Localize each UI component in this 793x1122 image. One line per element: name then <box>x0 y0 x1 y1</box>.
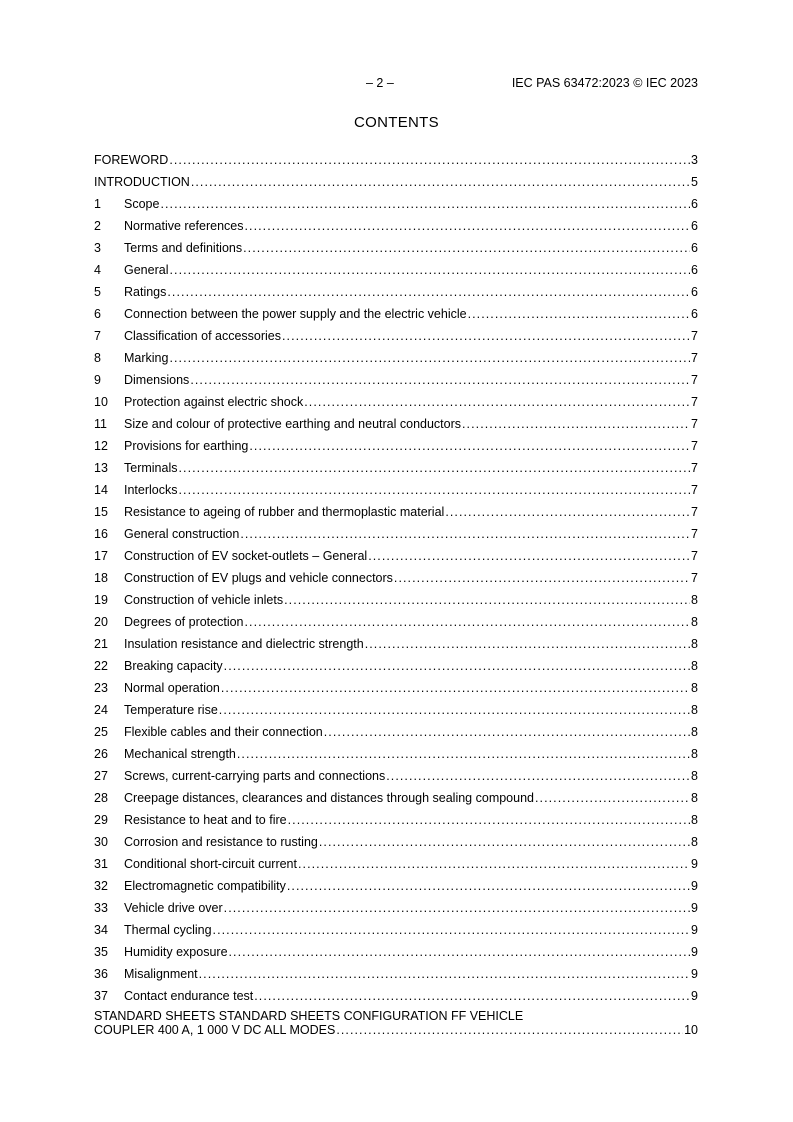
toc-leader-dots <box>462 417 690 431</box>
toc-page-number: 7 <box>691 351 698 365</box>
toc-leader-dots <box>167 285 690 299</box>
toc-link[interactable] <box>94 791 698 805</box>
toc-link[interactable] <box>94 285 698 299</box>
toc-entry <box>94 255 698 277</box>
toc-section-title: Provisions for earthing <box>124 439 249 453</box>
toc-section-number: 27 <box>94 769 108 783</box>
toc-leader-dots <box>298 857 690 871</box>
page-number: – 2 – <box>366 76 394 90</box>
toc-leader-dots <box>319 835 690 849</box>
toc-section-number: 37 <box>94 989 108 1003</box>
toc-leader-dots <box>224 659 690 673</box>
toc-link[interactable] <box>94 615 698 629</box>
toc-entry <box>94 849 698 871</box>
toc-entry-standard-sheets[interactable] <box>94 1003 698 1041</box>
toc-leader-dots <box>468 307 690 321</box>
toc-leader-dots <box>219 703 690 717</box>
toc-section-title: Classification of accessories <box>124 329 282 343</box>
toc-entry <box>94 607 698 629</box>
toc-leader-dots <box>243 241 690 255</box>
toc-section-title: Construction of EV socket-outlets – General <box>124 549 368 563</box>
toc-section-number: 2 <box>94 219 101 233</box>
toc-entry <box>94 959 698 981</box>
toc-leader-dots <box>394 571 690 585</box>
toc-entry <box>94 937 698 959</box>
toc-leader-dots <box>169 153 690 167</box>
toc-section-title: Dimensions <box>124 373 190 387</box>
toc-section-number: 14 <box>94 483 108 497</box>
toc-page-number: 3 <box>691 153 698 167</box>
toc-title-continuation <box>94 1023 698 1037</box>
toc-link[interactable] <box>94 307 698 321</box>
toc-section-title: Terminals <box>124 461 178 475</box>
toc-section-number: 20 <box>94 615 108 629</box>
toc-page-number: 7 <box>691 439 698 453</box>
toc-section-number: 19 <box>94 593 108 607</box>
toc-section-title: Contact endurance test <box>124 989 254 1003</box>
toc-leader-dots <box>199 967 690 981</box>
toc-entry <box>94 321 698 343</box>
toc-link[interactable] <box>94 923 698 937</box>
toc-section-number: 16 <box>94 527 108 541</box>
toc-section-number: 22 <box>94 659 108 673</box>
toc-page-number: 7 <box>691 505 698 519</box>
toc-section-number: 11 <box>94 417 107 431</box>
toc-link[interactable] <box>94 857 698 871</box>
toc-section-title: STANDARD SHEETS STANDARD SHEETS CONFIGURATION FF VEHICLE <box>94 1009 524 1023</box>
toc-page-number: 6 <box>691 219 698 233</box>
toc-section-number: 23 <box>94 681 108 695</box>
toc-section-number: 1 <box>94 197 101 211</box>
toc-section-number: 8 <box>94 351 101 365</box>
toc-section-number: 25 <box>94 725 108 739</box>
toc-link[interactable] <box>94 527 698 541</box>
toc-section-title-line2: COUPLER 400 A, 1 000 V DC ALL MODES <box>94 1023 336 1037</box>
toc-section-title: Construction of EV plugs and vehicle connectors <box>124 571 393 585</box>
toc-section-title: Electromagnetic compatibility <box>124 879 286 893</box>
toc-entry <box>94 343 698 365</box>
toc-entry <box>94 497 698 519</box>
toc-page-number: 9 <box>691 923 698 937</box>
toc-section-title: Ratings <box>124 285 167 299</box>
toc-page-number: 7 <box>691 373 698 387</box>
toc-page-number: 6 <box>691 285 698 299</box>
toc-entry <box>94 827 698 849</box>
toc-link[interactable] <box>94 901 698 915</box>
page-title: CONTENTS <box>354 114 439 131</box>
toc-leader-dots <box>229 945 691 959</box>
toc-link[interactable] <box>94 725 698 739</box>
toc-leader-dots <box>169 351 690 365</box>
toc-leader-dots <box>282 329 690 343</box>
toc-section-title: Flexible cables and their connection <box>124 725 323 739</box>
toc-page-number: 8 <box>691 593 698 607</box>
toc-link[interactable] <box>94 241 698 255</box>
toc-section-title: General <box>124 263 169 277</box>
toc-section-title: Screws, current-carrying parts and connections <box>124 769 386 783</box>
toc-entry <box>94 695 698 717</box>
toc-section-title: Conditional short-circuit current <box>124 857 297 871</box>
toc-section-number: 21 <box>94 637 108 651</box>
toc-page-number: 6 <box>691 241 698 255</box>
toc-page-number: 9 <box>691 857 698 871</box>
toc-page-number: 6 <box>691 307 698 321</box>
toc-section-title: Size and colour of protective earthing and neutral conductors <box>124 417 462 431</box>
toc-page-number: 7 <box>691 549 698 563</box>
toc-leader-dots <box>336 1023 683 1037</box>
toc-entry <box>94 541 698 563</box>
toc-leader-dots <box>245 615 691 629</box>
toc-link[interactable] <box>94 681 698 695</box>
toc-leader-dots <box>324 725 690 739</box>
toc-section-number: 36 <box>94 967 108 981</box>
toc-entry <box>94 563 698 585</box>
toc-entry <box>94 629 698 651</box>
toc-page-number: 8 <box>691 659 698 673</box>
toc-page-number: 8 <box>691 703 698 717</box>
toc-section-title: Misalignment <box>124 967 198 981</box>
toc-section-title: Scope <box>124 197 160 211</box>
toc-link[interactable] <box>94 593 698 607</box>
toc-entry <box>94 365 698 387</box>
toc-link[interactable] <box>94 329 698 343</box>
toc-link[interactable] <box>94 351 698 365</box>
toc-leader-dots <box>368 549 690 563</box>
toc-leader-dots <box>191 175 690 189</box>
toc-leader-dots <box>240 527 690 541</box>
toc-entry <box>94 981 698 1003</box>
toc-page-number: 8 <box>691 813 698 827</box>
toc-link[interactable] <box>94 769 698 783</box>
toc-section-title: Temperature rise <box>124 703 218 717</box>
toc-section-title: Humidity exposure <box>124 945 228 959</box>
toc-entry <box>94 783 698 805</box>
toc-page-number: 9 <box>691 989 698 1003</box>
toc-section-number: 12 <box>94 439 108 453</box>
toc-section-title: Mechanical strength <box>124 747 236 761</box>
toc-link[interactable] <box>94 637 698 651</box>
toc-leader-dots <box>288 813 690 827</box>
toc-page-number: 9 <box>691 901 698 915</box>
toc-page-number: 7 <box>691 417 698 431</box>
toc-leader-dots <box>445 505 690 519</box>
toc-section-number: 26 <box>94 747 108 761</box>
toc-entry <box>94 893 698 915</box>
toc-section-title: Thermal cycling <box>124 923 212 937</box>
toc-section-title: Protection against electric shock <box>124 395 304 409</box>
toc-section-number: 29 <box>94 813 108 827</box>
toc-page-number: 6 <box>691 197 698 211</box>
toc-link[interactable] <box>94 175 698 189</box>
toc-entry <box>94 651 698 673</box>
toc-link[interactable] <box>94 967 698 981</box>
toc-link[interactable] <box>94 835 698 849</box>
toc-section-number: 34 <box>94 923 108 937</box>
toc-entry <box>94 299 698 321</box>
page-header <box>94 76 698 92</box>
toc-page-number: 8 <box>691 747 698 761</box>
toc-link[interactable] <box>94 813 698 827</box>
toc-page-number: 10 <box>684 1023 698 1037</box>
toc-section-title: Marking <box>124 351 169 365</box>
toc-section-title: Interlocks <box>124 483 178 497</box>
toc-leader-dots <box>245 219 691 233</box>
toc-entry <box>94 453 698 475</box>
toc-entry <box>94 277 698 299</box>
toc-section-number: 15 <box>94 505 108 519</box>
toc-link[interactable] <box>94 395 698 409</box>
toc-section-title: INTRODUCTION <box>94 175 190 189</box>
toc-section-number: 18 <box>94 571 108 585</box>
toc-entry <box>94 739 698 761</box>
toc-page-number: 7 <box>691 483 698 497</box>
toc-page-number: 6 <box>691 263 698 277</box>
toc-leader-dots <box>179 461 691 475</box>
toc-entry <box>94 431 698 453</box>
toc-link[interactable] <box>94 703 698 717</box>
toc-section-number: 35 <box>94 945 108 959</box>
toc-page-number: 7 <box>691 395 698 409</box>
toc-page-number: 7 <box>691 329 698 343</box>
toc-leader-dots <box>179 483 691 497</box>
toc-section-title: Terms and definitions <box>124 241 243 255</box>
toc-leader-dots <box>213 923 691 937</box>
toc-section-title: Corrosion and resistance to rusting <box>124 835 318 849</box>
toc-section-number: 4 <box>94 263 101 277</box>
toc-page-number: 8 <box>691 637 698 651</box>
toc-leader-dots <box>535 791 690 805</box>
toc-entry <box>94 673 698 695</box>
toc-link[interactable] <box>94 219 698 233</box>
toc-section-number: 33 <box>94 901 108 915</box>
toc-section-number: 5 <box>94 285 101 299</box>
toc-section-number: 24 <box>94 703 108 717</box>
toc-entry <box>94 211 698 233</box>
toc-section-title: Construction of vehicle inlets <box>124 593 284 607</box>
toc-entry <box>94 233 698 255</box>
toc-page-number: 8 <box>691 615 698 629</box>
toc-page-number: 9 <box>691 945 698 959</box>
toc-entry <box>94 189 698 211</box>
toc-section-title: Creepage distances, clearances and distances through sealing compound <box>124 791 534 805</box>
toc-section-title: Degrees of protection <box>124 615 244 629</box>
toc-leader-dots <box>169 263 690 277</box>
toc-page-number: 8 <box>691 681 698 695</box>
toc-entry <box>94 475 698 497</box>
toc-link[interactable] <box>94 153 698 167</box>
toc-section-title: Breaking capacity <box>124 659 223 673</box>
toc-section-title: General construction <box>124 527 240 541</box>
toc-section-number: 7 <box>94 329 101 343</box>
toc-link[interactable] <box>94 197 698 211</box>
toc-entry <box>94 761 698 783</box>
toc-page-number: 8 <box>691 835 698 849</box>
toc-section-title: Resistance to ageing of rubber and thermoplastic material <box>124 505 445 519</box>
toc-leader-dots <box>386 769 690 783</box>
toc-page-number: 7 <box>691 571 698 585</box>
toc-section-number: 10 <box>94 395 108 409</box>
toc-section-title: Normative references <box>124 219 244 233</box>
toc-section-number: 30 <box>94 835 108 849</box>
toc-section-number: 31 <box>94 857 108 871</box>
toc-entry <box>94 167 698 189</box>
toc-link[interactable] <box>94 461 698 475</box>
toc-entry <box>94 805 698 827</box>
toc-section-number: 9 <box>94 373 101 387</box>
toc-entry <box>94 871 698 893</box>
toc-section-number: 17 <box>94 549 108 563</box>
toc-link[interactable] <box>94 659 698 673</box>
toc-leader-dots <box>237 747 690 761</box>
toc-entry <box>94 585 698 607</box>
toc-page-number: 9 <box>691 967 698 981</box>
toc-link[interactable] <box>94 505 698 519</box>
toc-section-number: 6 <box>94 307 101 321</box>
toc-leader-dots <box>249 439 690 453</box>
toc-leader-dots <box>254 989 690 1003</box>
toc-link[interactable] <box>94 747 698 761</box>
toc-entry <box>94 717 698 739</box>
toc-leader-dots <box>287 879 690 893</box>
toc-leader-dots <box>190 373 690 387</box>
toc-link[interactable] <box>94 483 698 497</box>
toc-entry <box>94 519 698 541</box>
toc-section-title: Vehicle drive over <box>124 901 223 915</box>
toc-link[interactable] <box>94 417 698 431</box>
toc-section-title: Connection between the power supply and the electric vehicle <box>124 307 467 321</box>
toc-link[interactable] <box>94 373 698 387</box>
toc-section-number: 28 <box>94 791 108 805</box>
toc-entry <box>94 915 698 937</box>
toc-leader-dots <box>304 395 690 409</box>
toc-page-number: 7 <box>691 527 698 541</box>
toc-leader-dots <box>221 681 690 695</box>
toc-section-title: Normal operation <box>124 681 220 695</box>
toc-entry <box>94 409 698 431</box>
toc-link[interactable] <box>94 571 698 585</box>
toc-section-title: Resistance to heat and to fire <box>124 813 287 827</box>
toc-section-title: FOREWORD <box>94 153 169 167</box>
toc-page-number: 8 <box>691 769 698 783</box>
toc-page-number: 7 <box>691 461 698 475</box>
toc-leader-dots <box>160 197 690 211</box>
toc-link[interactable] <box>94 879 698 893</box>
toc-entry <box>94 387 698 409</box>
toc-link[interactable] <box>94 989 698 1003</box>
toc-leader-dots <box>365 637 690 651</box>
toc-page-number: 8 <box>691 791 698 805</box>
toc-entry <box>94 145 698 167</box>
toc-section-number: 32 <box>94 879 108 893</box>
toc-leader-dots <box>284 593 690 607</box>
toc-page-number: 8 <box>691 725 698 739</box>
toc-section-title: Insulation resistance and dielectric strength <box>124 637 364 651</box>
toc-link[interactable] <box>94 945 698 959</box>
toc-page-number: 5 <box>691 175 698 189</box>
toc-link[interactable] <box>94 263 698 277</box>
toc-link[interactable] <box>94 549 698 563</box>
toc-section-number: 13 <box>94 461 108 475</box>
toc-leader-dots <box>224 901 690 915</box>
toc-link[interactable] <box>94 439 698 453</box>
toc-page-number: 9 <box>691 879 698 893</box>
table-of-contents <box>94 145 698 1041</box>
standard-reference: IEC PAS 63472:2023 © IEC 2023 <box>511 76 698 90</box>
toc-section-number: 3 <box>94 241 101 255</box>
